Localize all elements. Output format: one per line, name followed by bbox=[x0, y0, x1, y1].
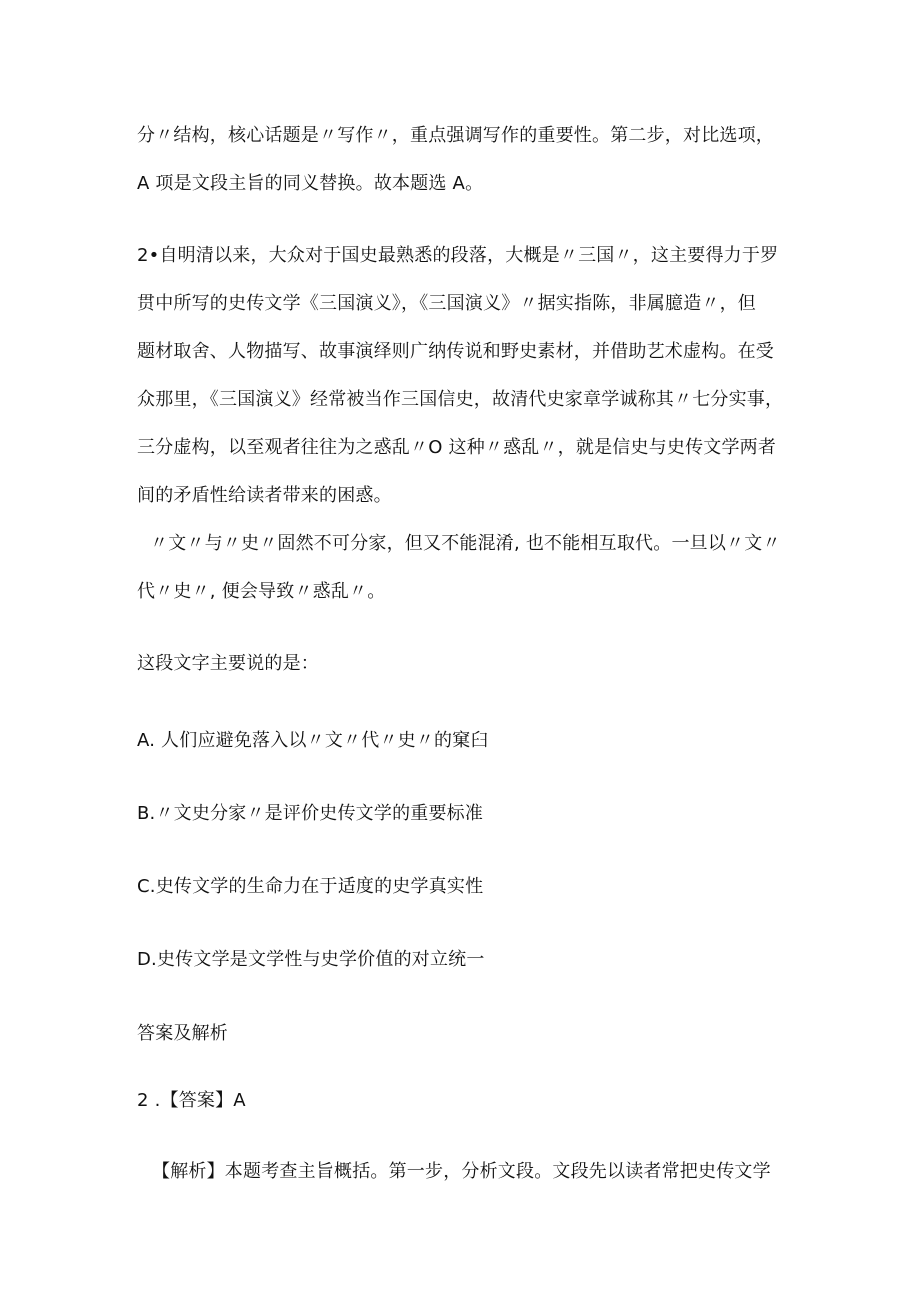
question-passage-line-3: 题材取舍、人物描写、故事演绎则广纳传说和野史素材，并借助艺术虚构。在受 bbox=[137, 341, 774, 362]
option-b: B.〃文史分家〃是评价史传文学的重要标准 bbox=[137, 803, 484, 824]
answer-section-heading: 答案及解析 bbox=[137, 1023, 228, 1044]
question-prompt: 这段文字主要说的是： bbox=[137, 653, 319, 674]
question-passage-line-2: 贯中所写的史传文学《三国演义》，《三国演义》〃据实指陈，非属臆造〃，但 bbox=[137, 293, 756, 314]
question-passage2-line-2: 代〃史〃, 便会导致〃惑乱〃。 bbox=[137, 581, 386, 602]
question-passage-line-6: 间的矛盾性给读者带来的困惑。 bbox=[137, 485, 392, 506]
analysis-line: 【解析】本题考查主旨概括。第一步，分析文段。文段先以读者常把史传文学 bbox=[152, 1161, 771, 1182]
option-d: D.史传文学是文学性与史学价值的对立统一 bbox=[137, 949, 485, 970]
answer-line: 2 .【答案】A bbox=[137, 1090, 246, 1111]
question-passage-line-1: 2•自明清以来，大众对于国史最熟悉的段落，大概是〃三国〃，这主要得力于罗 bbox=[137, 245, 779, 266]
option-a: A. 人们应避免落入以〃文〃代〃史〃的窠臼 bbox=[137, 730, 489, 751]
question-passage-line-5: 三分虚构，以至观者往往为之惑乱〃O 这种〃惑乱〃，就是信史与史传文学两者 bbox=[137, 437, 777, 458]
question-passage2-line-1: 〃文〃与〃史〃固然不可分家，但又不能混淆, 也不能相互取代。一旦以〃文〃 bbox=[150, 533, 781, 554]
option-c: C.史传文学的生命力在于适度的史学真实性 bbox=[137, 876, 484, 897]
prev-analysis-line-1: 分〃结构，核心话题是〃写作〃，重点强调写作的重要性。第二步，对比选项， bbox=[137, 125, 774, 146]
prev-analysis-line-2: A 项是文段主旨的同义替换。故本题选 A。 bbox=[137, 173, 484, 194]
question-passage-line-4: 众那里，《三国演义》经常被当作三国信史，故清代史家章学诚称其〃七分实事， bbox=[137, 389, 784, 410]
